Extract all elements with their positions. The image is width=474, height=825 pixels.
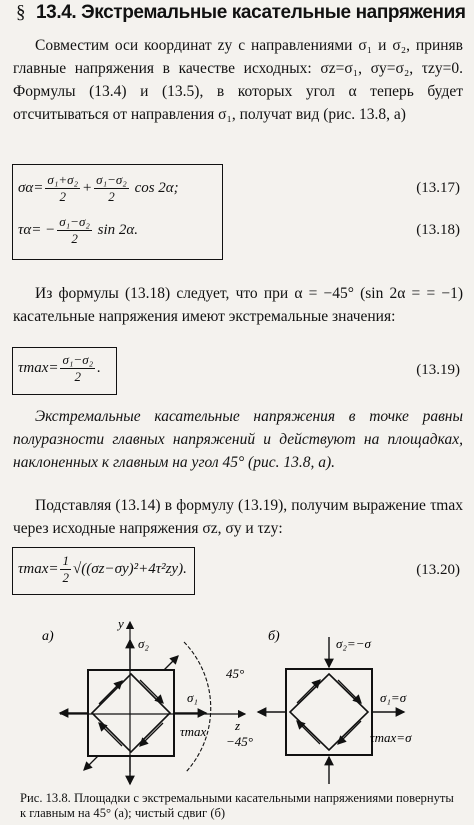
paragraph-3: Экстремальные касательные напряжения в точке равны полуразности главных напряжений и действуют на площадках, наклоненных к главным на угол 45° (рис. 13.8, а). — [13, 408, 463, 471]
sigma1-label: σ₁ — [187, 690, 198, 705]
equation-number-13-19: (13.19) — [416, 362, 460, 378]
angle-negative-label: −45° — [226, 734, 253, 749]
figure-13-8 — [0, 612, 474, 788]
equation-number-13-18: (13.18) — [416, 222, 460, 238]
axis-z-label: z — [235, 718, 241, 733]
axis-y-label: y — [118, 616, 124, 631]
angle-arc — [184, 642, 211, 772]
section-heading — [16, 2, 466, 24]
equation-13-19: τmax= $\frac{\text{σ₁−σ₂}}{2}$ . — [18, 352, 101, 384]
tau-max-label-a: τmax — [180, 724, 207, 739]
section-number: 13.4. — [36, 2, 77, 23]
figure-label-a: а) — [42, 629, 54, 644]
section-title: Экстремальные касательные напряжения — [81, 2, 466, 23]
sigma2-b-label: σ₂=−σ — [336, 636, 371, 651]
equation-13-17: σα= $\frac{\text{σ₁+σ₂}}{2}$ + $\frac{\text{σ₁−σ₂}}{2}$ cos 2α; — [18, 172, 179, 204]
equation-number-13-17: (13.17) — [416, 180, 460, 196]
paragraph-4: Подставляя (13.14) в формулу (13.19), получим выражение τmax через исходные напряжения σz, σy и τzy: — [13, 497, 463, 537]
equation-13-18: τα= − $\frac{\text{σ₁−σ₂}}{2}$ sin 2α. — [18, 214, 139, 246]
rotated-element-b — [290, 674, 368, 750]
stress-element-b — [286, 669, 372, 755]
rotated-element-a — [92, 674, 170, 752]
figure-label-b: б) — [268, 629, 280, 644]
stress-element-a — [88, 670, 174, 756]
section-sign: § — [16, 2, 26, 23]
sigma1-b-label: σ₁=σ — [380, 690, 407, 705]
tau-max-label-b: τmax=σ — [370, 730, 412, 745]
paragraph-1: Совместим оси координат zy с направлениями σ₁ и σ₂, приняв главные напряжения в качестве исходных: σz=σ₁, σy=σ₂, τzy=0. Формулы (13.4) и (13.5), в которых угол α теперь будет отсчитываться от направления σ₁, получат вид (рис. 13.8, а) — [13, 37, 464, 123]
figure-caption: Рис. 13.8. Площадки с экстремальными касательными напряжениями повернуты к главным на 45° (а); чистый сдвиг (б) — [20, 791, 454, 820]
sigma2-label: σ₂ — [138, 636, 149, 651]
equation-13-20: τmax= $\frac{1}{2}$ √((σz−σy)²+4τ²zy). — [18, 553, 187, 585]
paragraph-2: Из формулы (13.18) следует, что при α = −45° (sin 2α = = −1) касательные напряжения имеют экстремальные значения: — [13, 285, 463, 325]
equation-number-13-20: (13.20) — [416, 562, 460, 578]
angle-positive-label: 45° — [226, 666, 245, 681]
